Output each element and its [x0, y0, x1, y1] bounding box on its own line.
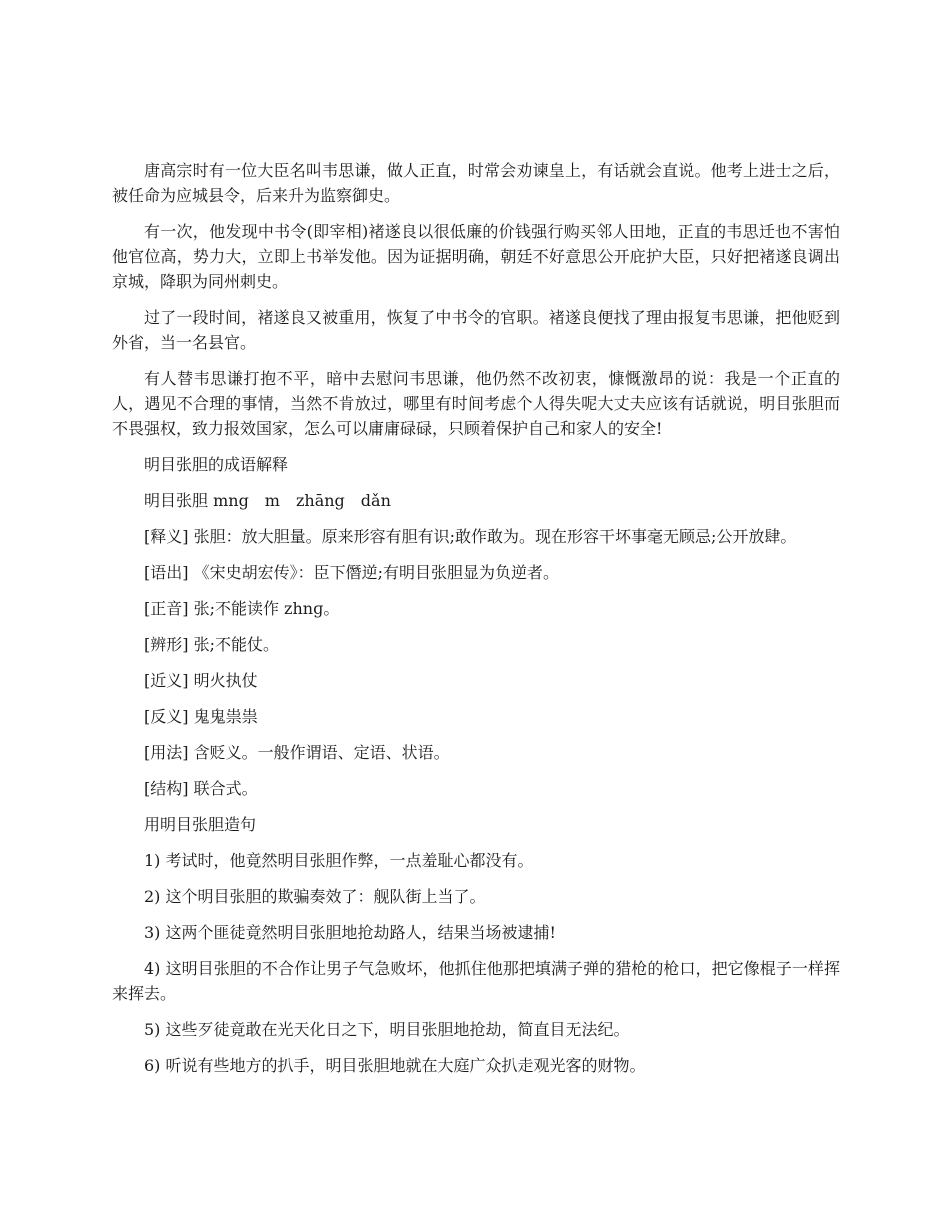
definition-usage: [用法] 含贬义。一般作谓语、定语、状语。: [144, 743, 450, 762]
example-sentence-5: 5) 这些歹徒竟敢在光天化日之下，明目张胆地抢劫，简直目无法纪。: [144, 1020, 630, 1039]
example-sentence-4: 4) 这明目张胆的不合作让男子气急败坏，他抓住他那把填满子弹的猎枪的枪口，把它像棍子一样挥来挥去。: [112, 959, 840, 1003]
examples-heading: 用明目张胆造句: [144, 815, 257, 834]
story-paragraph-2: 有一次，他发现中书令(即宰相)褚遂良以很低廉的价钱强行购买邻人田地，正直的韦思迁也不害怕他官位高，势力大，立即上书举发他。因为证据明确，朝廷不好意思公开庇护大臣，只好把褚遂良调出京城，降职为同州刺史。: [112, 222, 840, 291]
example-sentence-2: 2) 这个明目张胆的欺骗奏效了：舰队街上当了。: [144, 887, 486, 906]
definition-synonym: [近义] 明火执仗: [144, 671, 258, 690]
definition-pronunciation: [正音] 张;不能读作 zhnɡ。: [144, 599, 340, 618]
definition-antonym: [反义] 鬼鬼祟祟: [144, 707, 258, 726]
story-paragraph-4: 有人替韦思谦打抱不平，暗中去慰问韦思谦，他仍然不改初衷，慷慨激昂的说：我是一个正直的人，遇见不合理的事情，当然不肯放过，哪里有时间考虑个人得失呢大丈夫应该有话就说，明目张胆而不畏强权，致力报效国家，怎么可以庸庸碌碌，只顾着保护自己和家人的安全!: [112, 369, 840, 438]
example-sentence-1: 1) 考试时，他竟然明目张胆作弊，一点羞耻心都没有。: [144, 851, 534, 870]
explanation-heading: 明目张胆的成语解释: [144, 455, 289, 474]
pinyin-line: 明目张胆 mng m zhāng dǎn: [144, 491, 391, 510]
story-paragraph-3: 过了一段时间，褚遂良又被重用，恢复了中书令的官职。褚遂良便找了理由报复韦思谦，把他贬到外省，当一名县官。: [112, 308, 840, 352]
example-sentence-3: 3) 这两个匪徒竟然明目张胆地抢劫路人，结果当场被逮捕!: [144, 923, 556, 942]
definition-form: [辨形] 张;不能仗。: [144, 635, 279, 654]
document-body: [112, 158, 840, 1089]
example-sentence-6: 6) 听说有些地方的扒手，明目张胆地就在大庭广众扒走观光客的财物。: [144, 1056, 646, 1075]
definition-meaning: [释义] 张胆：放大胆量。原来形容有胆有识;敢作敢为。现在形容干坏事毫无顾忌;公开放肆。: [144, 527, 797, 546]
definition-structure: [结构] 联合式。: [144, 779, 258, 798]
story-paragraph-1: 唐高宗时有一位大臣名叫韦思谦，做人正直，时常会劝谏皇上，有话就会直说。他考上进士之后，被任命为应城县令，后来升为监察御史。: [112, 161, 840, 205]
definition-source: [语出] 《宋史胡宏传》：臣下僭逆;有明目张胆显为负逆者。: [144, 563, 559, 582]
